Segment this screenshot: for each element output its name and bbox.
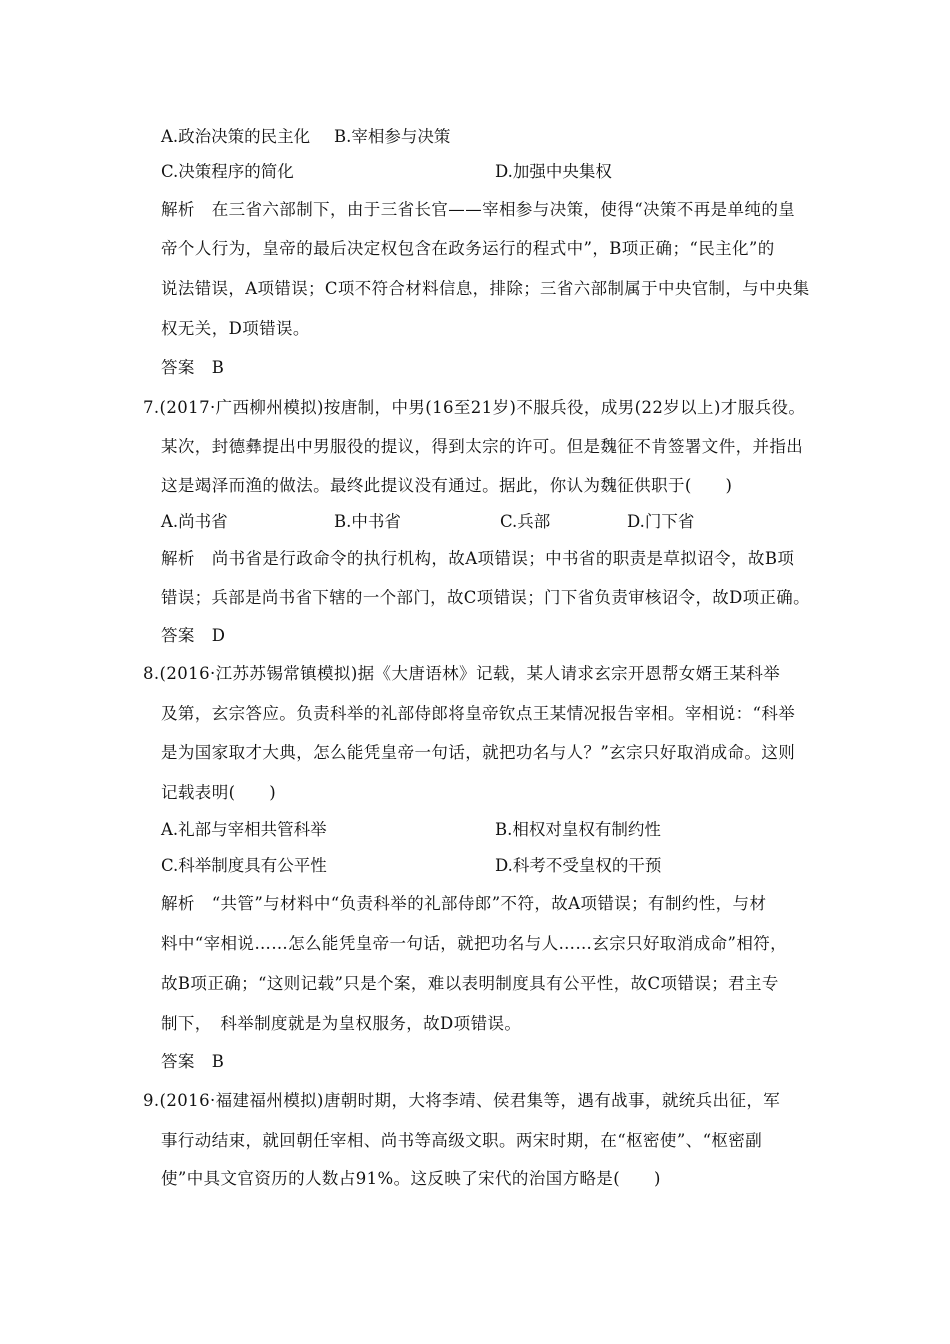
q8-analysis-line: 解析 “共管”与材料中“负责科举的礼部侍郎”不符，故A项错误；有制约性，与材	[161, 894, 767, 913]
q8-option-a: A.礼部与宰相共管科举	[161, 820, 327, 839]
q6-option-b: B.宰相参与决策	[334, 127, 451, 146]
q9-stem-line: 9.(2016·福建福州模拟)唐朝时期，大将李靖、侯君集等，遇有战事，就统兵出征，军	[143, 1091, 781, 1110]
q9-stem-line: 事行动结束，就回朝任宰相、尚书等高级文职。两宋时期，在“枢密使”、“枢密副	[161, 1131, 763, 1150]
q6-analysis-line: 解析 在三省六部制下，由于三省长官——宰相参与决策，使得“决策不再是单纯的皇	[161, 200, 796, 219]
q7-answer: 答案 D	[161, 626, 226, 645]
q9-stem-line: 使”中具文官资历的人数占91%。这反映了宋代的治国方略是( )	[161, 1169, 661, 1188]
q6-option-a: A.政治决策的民主化	[161, 127, 311, 146]
q8-stem-line: 记载表明( )	[161, 783, 277, 802]
q6-option-d: D.加强中央集权	[495, 162, 612, 181]
q6-option-c: C.决策程序的简化	[161, 162, 294, 181]
q7-analysis-line: 错误；兵部是尚书省下辖的一个部门，故C项错误；门下省负责审核诏令，故D项正确。	[161, 588, 810, 607]
q6-analysis-line: 说法错误，A项错误；C项不符合材料信息，排除；三省六部制属于中央官制，与中央集	[161, 279, 810, 298]
q7-option-a: A.尚书省	[161, 512, 228, 531]
q8-option-b: B.相权对皇权有制约性	[495, 820, 661, 839]
q8-analysis-line: 故B项正确；“这则记载”只是个案，难以表明制度具有公平性，故C项错误；君主专	[161, 974, 779, 993]
q7-stem-line: 7.(2017·广西柳州模拟)按唐制，中男(16至21岁)不服兵役，成男(22岁以上)才服兵役。	[143, 398, 806, 417]
q8-option-c: C.科举制度具有公平性	[161, 856, 327, 875]
q6-answer: 答案 B	[161, 358, 225, 377]
q8-answer: 答案 B	[161, 1052, 225, 1071]
q7-stem-line: 某次，封德彝提出中男服役的提议，得到太宗的许可。但是魏征不肯签署文件，并指出	[161, 437, 804, 456]
q8-analysis-line: 料中“宰相说……怎么能凭皇帝一句话，就把功名与人……玄宗只好取消成命”相符，	[161, 934, 788, 953]
q6-analysis-line: 帝个人行为，皇帝的最后决定权包含在政务运行的程式中”，B项正确；“民主化”的	[161, 239, 775, 258]
q6-analysis-line: 权无关，D项错误。	[161, 319, 310, 338]
q7-option-b: B.中书省	[334, 512, 401, 531]
q8-analysis-line: 制下， 科举制度就是为皇权服务，故D项错误。	[161, 1014, 522, 1033]
q7-option-d: D.门下省	[627, 512, 695, 531]
q8-option-d: D.科考不受皇权的干预	[495, 856, 662, 875]
q8-stem-line: 及第，玄宗答应。负责科举的礼部侍郎将皇帝钦点王某情况报告宰相。宰相说：“科举	[161, 704, 796, 723]
q8-stem-line: 是为国家取才大典，怎么能凭皇帝一句话，就把功名与人？”玄宗只好取消成命。这则	[161, 743, 796, 762]
q7-option-c: C.兵部	[500, 512, 551, 531]
q7-stem-line: 这是竭泽而渔的做法。最终此提议没有通过。据此，你认为魏征供职于( )	[161, 476, 733, 495]
q8-stem-line: 8.(2016·江苏苏锡常镇模拟)据《大唐语林》记载，某人请求玄宗开恩帮女婿王某科举	[143, 664, 781, 683]
q7-analysis-line: 解析 尚书省是行政命令的执行机构，故A项错误；中书省的职责是草拟诏令，故B项	[161, 549, 795, 568]
